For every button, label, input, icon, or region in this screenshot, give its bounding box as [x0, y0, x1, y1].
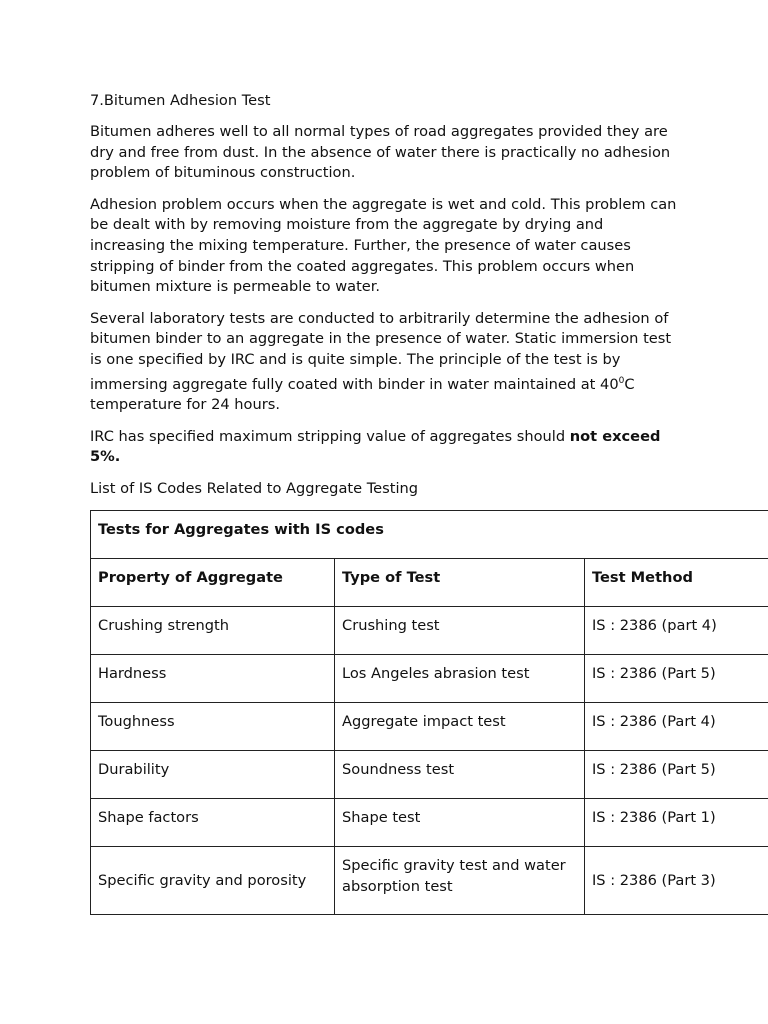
lab-tests-text: Several laboratory tests are conducted to arbitrarily determine the adhesion of bitumen binder to an aggregate in the presence of water. Static immersion test is one specified by IRC and is quite simple. The principle of the test is by immersing aggregate fully coated with binder in water maintained at 40: [90, 309, 672, 393]
cell-test-method: IS : 2386 (Part 3): [585, 846, 768, 914]
degree-superscript: 0: [618, 375, 625, 386]
irc-limit-text: IRC has specified maximum stripping value of aggregates should: [90, 427, 570, 445]
section-heading: 7.Bitumen Adhesion Test: [90, 92, 271, 109]
cell-property: Toughness: [91, 702, 335, 750]
is-codes-table: [90, 510, 768, 915]
table-row: [91, 846, 768, 914]
cell-property: Specific gravity and porosity: [91, 846, 335, 914]
cell-test-type: Los Angeles abrasion test: [335, 654, 585, 702]
cell-test-method: IS : 2386 (Part 5): [585, 654, 768, 702]
table-caption: Tests for Aggregates with IS codes: [91, 510, 768, 558]
cell-property: Durability: [91, 750, 335, 798]
cell-test-type: Specific gravity test and water absorption test: [335, 846, 585, 914]
header-test-method: Test Method: [585, 558, 768, 606]
header-property: Property of Aggregate: [91, 558, 335, 606]
cell-test-method: IS : 2386 (Part 5): [585, 750, 768, 798]
paragraph-lab-tests: [90, 309, 680, 416]
cell-property: Hardness: [91, 654, 335, 702]
document-page: [90, 91, 768, 915]
cell-test-type: Soundness test: [335, 750, 585, 798]
table-header-row: [91, 558, 768, 606]
paragraph-adhesion-intro: Bitumen adheres well to all normal types of road aggregates provided they are dry and free from dust. In the absence of water there is practically no adhesion problem of bituminous construction.: [90, 123, 671, 182]
irc-limit-bold: not exceed 5%.: [90, 427, 661, 466]
table-caption-row: [91, 510, 768, 558]
table-row: [91, 606, 768, 654]
table-row: [91, 702, 768, 750]
header-test-type: Type of Test: [335, 558, 585, 606]
cell-test-method: IS : 2386 (part 4): [585, 606, 768, 654]
table-row: [91, 750, 768, 798]
cell-property: Shape factors: [91, 798, 335, 846]
table-row: [91, 654, 768, 702]
cell-property: Crushing strength: [91, 606, 335, 654]
lab-tests-text-end: C temperature for 24 hours.: [90, 375, 635, 413]
paragraph-irc-limit: [90, 427, 680, 468]
paragraph-adhesion-problem: Adhesion problem occurs when the aggregate is wet and cold. This problem can be dealt with by removing moisture from the aggregate by drying and increasing the mixing temperature. Further, the presence of water causes stripping of binder from the coated aggregates. This problem occurs when bitumen mixture is permeable to water.: [90, 195, 677, 296]
list-title: List of IS Codes Related to Aggregate Testing: [90, 479, 419, 497]
cell-test-method: IS : 2386 (Part 1): [585, 798, 768, 846]
cell-test-type: Crushing test: [335, 606, 585, 654]
cell-test-type: Shape test: [335, 798, 585, 846]
cell-test-type: Aggregate impact test: [335, 702, 585, 750]
table-row: [91, 798, 768, 846]
cell-test-method: IS : 2386 (Part 4): [585, 702, 768, 750]
